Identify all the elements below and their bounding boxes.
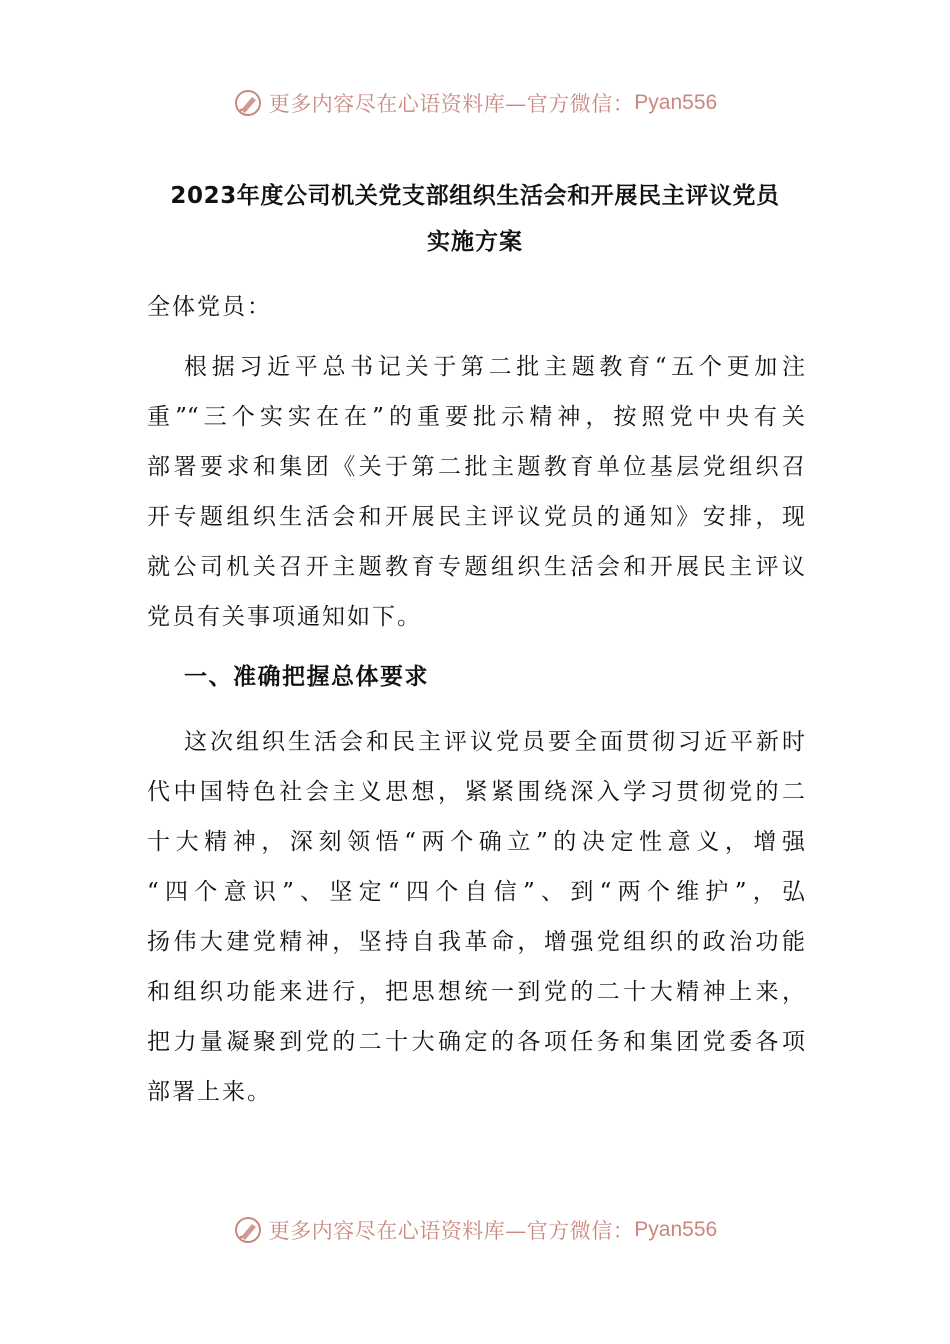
watermark-text: 更多内容尽在心语资料库—官方微信： [268,1219,635,1243]
pen-nib-icon [233,1215,263,1245]
header-watermark [0,83,950,123]
paragraph-line: 就公司机关召开主题教育专题组织生活会和开展民主评议 [147,554,805,580]
paragraph-line: 根据习近平总书记关于第二批主题教育“五个更加注 [184,354,805,380]
section-heading-1: 一、准确把握总体要求 [184,664,429,690]
paragraph-line: “四个意识”、坚定“四个自信”、到“两个维护”，弘 [147,879,805,905]
paragraph-line: 这次组织生活会和民主评议党员要全面贯彻习近平新时 [184,729,805,755]
paragraph-line: 十大精神，深刻领悟“两个确立”的决定性意义，增强 [147,829,805,855]
paragraph-intro [147,342,805,642]
paragraph-line: 党员有关事项通知如下。 [147,604,422,630]
salutation: 全体党员： [147,294,272,320]
watermark-handle: Pyan556 [634,91,718,114]
paragraph-line: 扬伟大建党精神，坚持自我革命，增强党组织的政治功能 [147,929,805,955]
paragraph-line: 把力量凝聚到党的二十大确定的各项任务和集团党委各项 [147,1029,805,1055]
paragraph-requirements [147,717,805,1117]
document-title-line-2: 实施方案 [427,229,523,255]
paragraph-line: 部署上来。 [147,1079,272,1105]
watermark-handle: Pyan556 [634,1218,718,1241]
pen-nib-icon [233,88,263,118]
paragraph-line: 重”“三个实实在在”的重要批示精神，按照党中央有关 [147,404,805,430]
paragraph-line: 代中国特色社会主义思想，紧紧围绕深入学习贯彻党的二 [147,779,805,805]
paragraph-line: 和组织功能来进行，把思想统一到党的二十大精神上来， [147,979,805,1005]
paragraph-line: 开专题组织生活会和开展民主评议党员的通知》安排，现 [147,504,805,530]
watermark-text: 更多内容尽在心语资料库—官方微信： [268,92,635,116]
paragraph-line: 部署要求和集团《关于第二批主题教育单位基层党组织召 [147,454,805,480]
document-title-line-1: 2023年度公司机关党支部组织生活会和开展民主评议党员 [170,183,780,209]
footer-watermark [0,1210,950,1250]
